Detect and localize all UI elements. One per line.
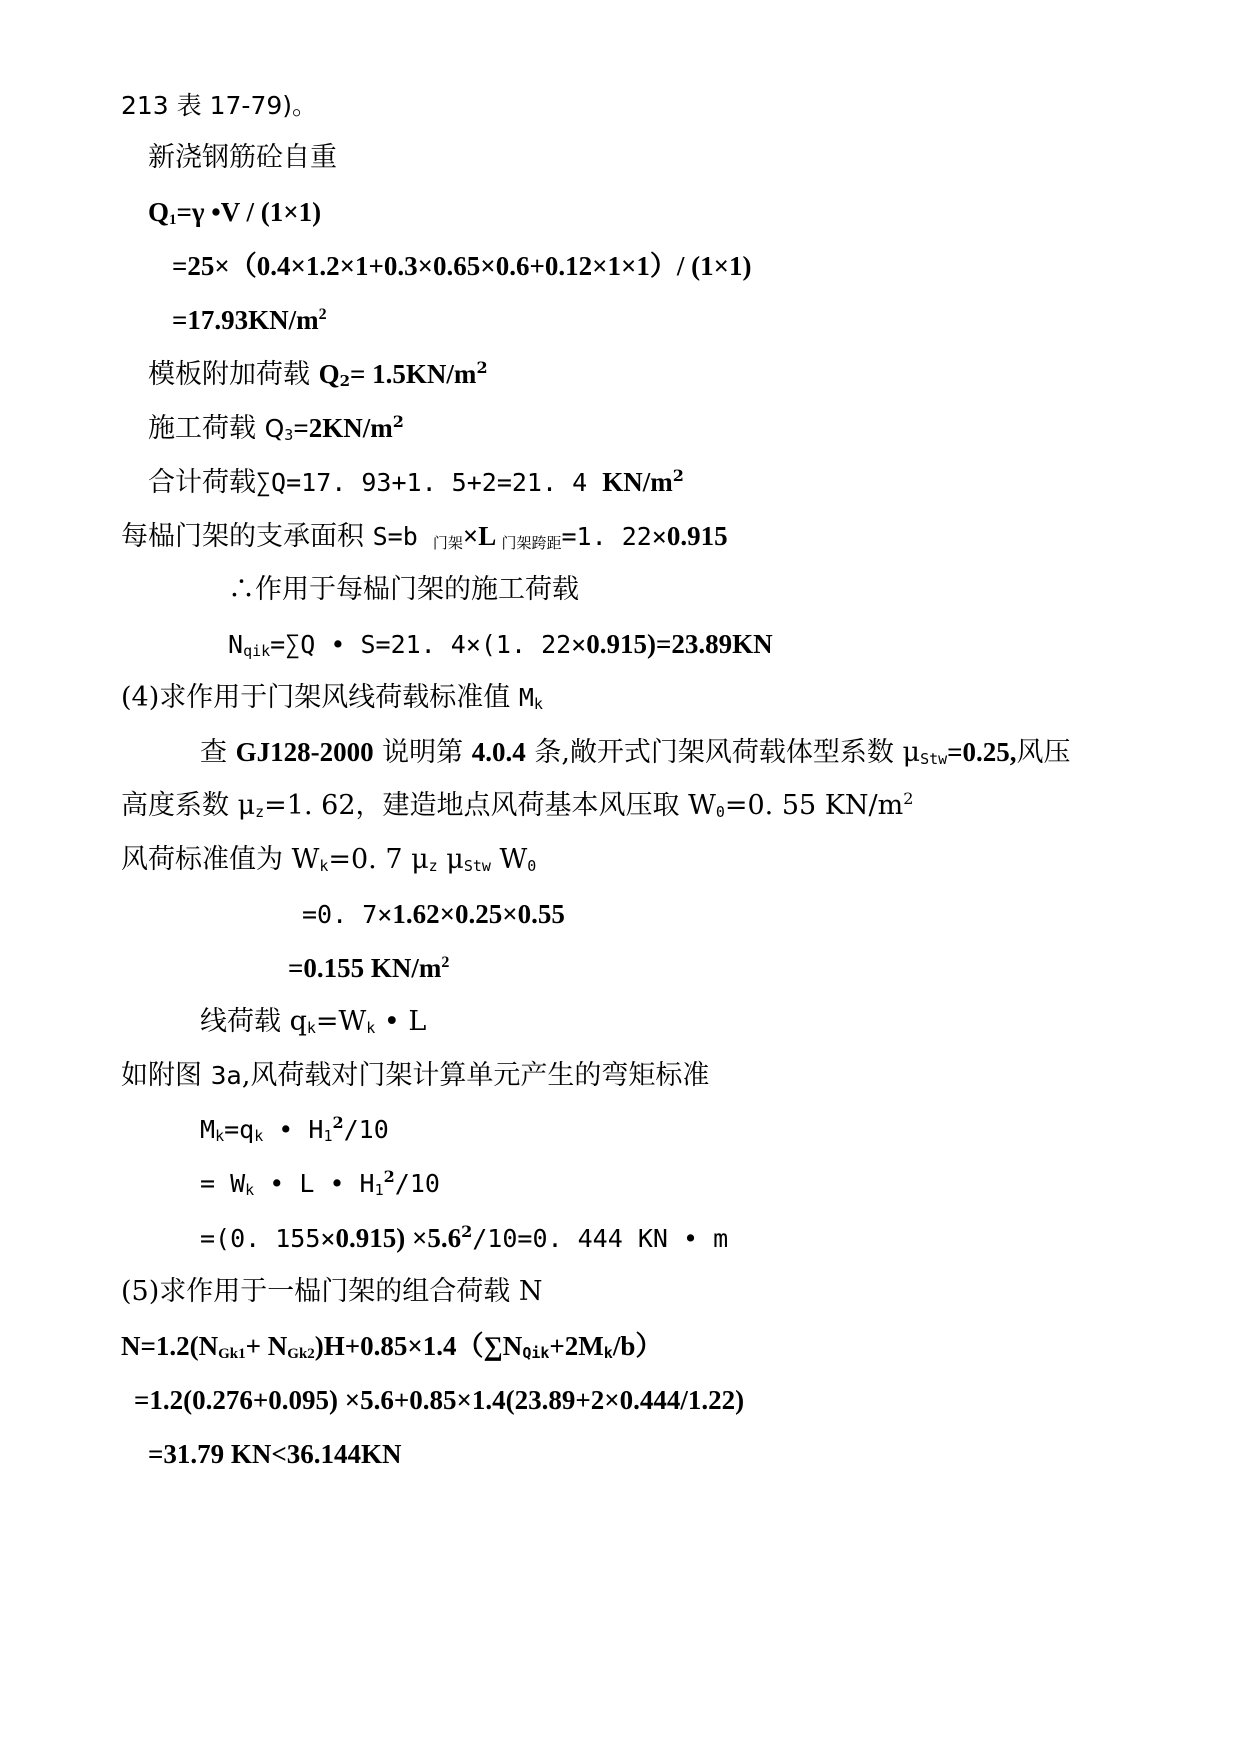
formula-n-expansion: =1.2(0.276+0.095) ×5.6+0.85×1.4(23.89+2×0.444/1.22) (134, 1385, 745, 1415)
formula-wk-result: =0.155 $KN/m^2$ (288, 953, 450, 983)
text-line-total-load: 合计荷载∑Q=17. 93+1. 5+2=21. 4 $KN/m^2$ (148, 466, 684, 498)
formula-q1-result: $=17.93KN/m^2$ (172, 305, 327, 335)
text-line-therefore: ∴作用于每榀门架的施工荷载 (228, 574, 579, 605)
formula-mk-result: =(0. $155\times 0.915) \times 5.6^2/10=0$. 444 KN • m (200, 1222, 729, 1253)
text-line-q2: 模板附加荷载 $Q2= 1.5KN/m^2$ (148, 358, 488, 390)
text-line-gj128: 查 GJ128-2000 说明第 4.0.4 条,敞开式门架风荷载体型系数 μStw=0.25,风压 (200, 737, 1071, 768)
text-line-1: 213 表 17-79)。 (121, 91, 318, 120)
text-line-2: 新浇钢筋砼自重 (148, 142, 337, 173)
section-heading-4: (4)求作用于门架风线荷载标准值 Mk (121, 682, 543, 713)
formula-mk-expansion: = Wk • L • $H1^2/10$ (200, 1167, 440, 1199)
formula-mk: Mk=qk • $H1^2/10$ (200, 1113, 389, 1145)
text-line-q3: 施工荷载 $Q3=2KN/m^2$ (148, 412, 404, 444)
text-line-support-area: 每榀门架的支承面积 S=b 门架×L 门架跨距=1. 22×0.915 (121, 521, 728, 552)
formula-wk-expansion: =0. 7×1.62×0.25×0.55 (302, 899, 565, 929)
formula-qk: 线荷载 qk=Wk • L (200, 1006, 427, 1037)
formula-q1: Q1=γ •V / (1×1) (148, 197, 322, 228)
text-line-figure-3a: 如附图 3a,风荷载对门架计算单元产生的弯矩标准 (121, 1060, 710, 1091)
text-line-height-coefficient: 高度系数 μz=1. 62，建造地点风荷基本风压取 W0=0. 55 $KN/m^2$ (121, 789, 914, 821)
formula-n: N=1.2(NGk1+ NGk2)H+0.85×1.4（∑NQik+2Mk/b） (121, 1331, 663, 1362)
formula-n-result: =31.79 KN<36.144KN (148, 1439, 402, 1469)
formula-nqik: Nqik=∑Q • S=21. 4×(1. 22×0.915)=23.89KN (228, 629, 773, 660)
section-heading-5: (5)求作用于一榀门架的组合荷载 N (121, 1276, 543, 1307)
formula-wk: 风荷标准值为 Wk=0. 7 μz μStw W0 (121, 844, 537, 875)
formula-q1-expansion: =25×（0.4×1.2×1+0.3×0.65×0.6+0.12×1×1）/ (1×1) (172, 251, 752, 281)
